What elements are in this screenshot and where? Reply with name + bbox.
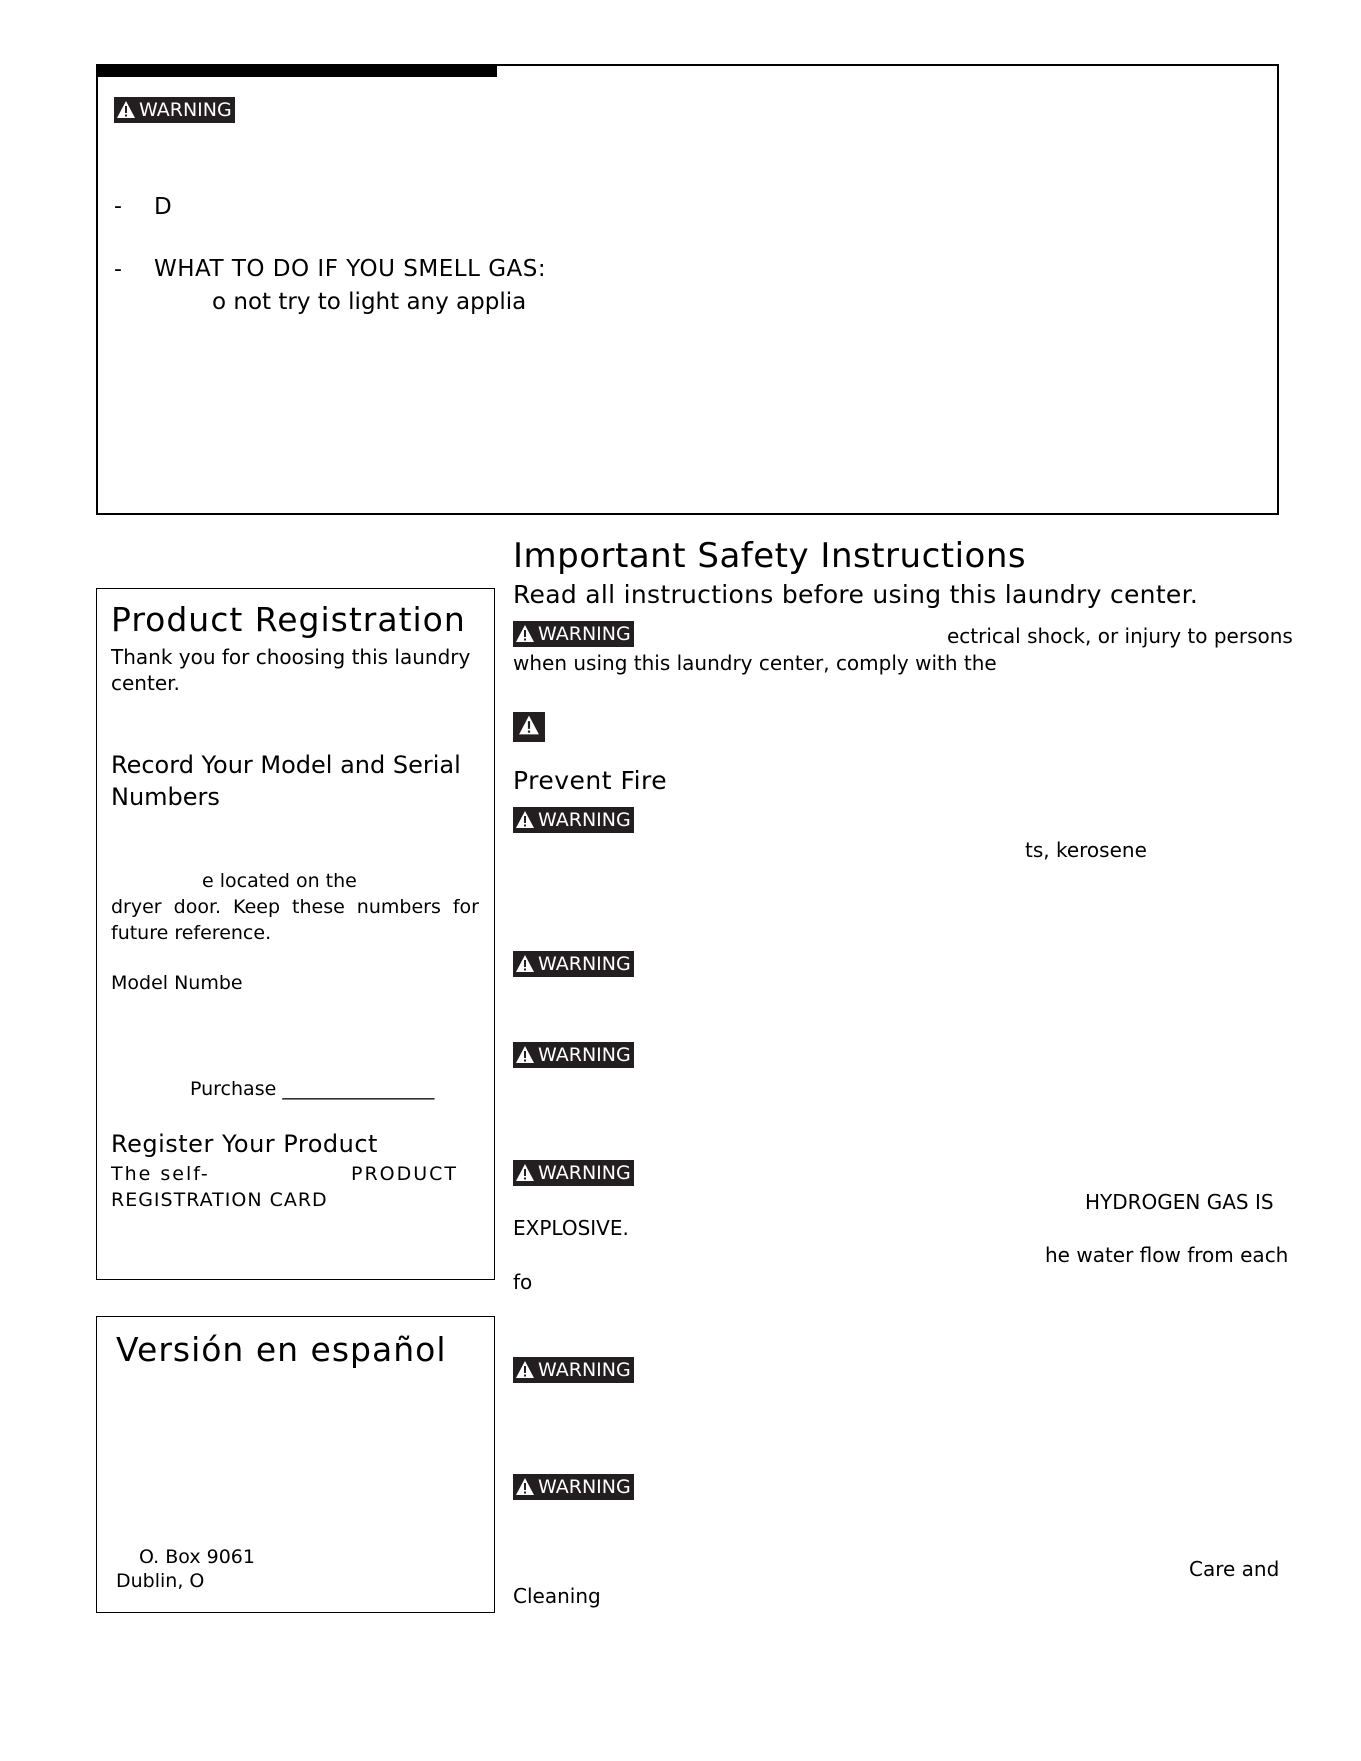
warning-triangle-icon [515,1477,535,1496]
water-flow-text-2: fo [513,1270,533,1294]
top-warning-smell-gas: WHAT TO DO IF YOU SMELL GAS: [154,256,547,282]
fire-warning-badge-5: WARNING [513,1357,634,1383]
top-warning-line3: o not try to light any applia [212,289,527,315]
spanish-address-2: Dublin, O [116,1570,205,1592]
safety-intro-2: when using this laundry center, comply with the [513,651,997,675]
safety-warning-badge: WARNING [513,621,634,647]
prevent-fire-heading: Prevent Fire [513,766,668,795]
safety-alert-symbol [513,712,545,742]
explosive-text: EXPLOSIVE. [513,1216,629,1240]
warning-triangle-icon [515,954,535,973]
top-warning-bar [96,64,497,77]
warning-triangle-icon [515,810,535,829]
top-warning-line1: D [154,194,172,220]
product-registration-title: Product Registration [111,600,466,639]
water-flow-text: he water flow from each [1045,1243,1289,1267]
fire-warning-badge-2: WARNING [513,951,634,977]
hydrogen-gas-text: HYDROGEN GAS IS [1085,1190,1274,1214]
register-text-1b: PRODUCT [351,1163,459,1185]
warning-triangle-icon [116,100,136,119]
fire-warning-badge-1: WARNING [513,807,634,833]
top-warning-badge: WARNING [114,97,235,123]
register-text-1: The self- [111,1163,210,1185]
warning-triangle-icon [515,1045,535,1064]
bullet-dash: - [114,194,122,219]
model-number-label: Model Numbe [111,972,243,994]
safety-intro-1: ectrical shock, or injury to persons [947,624,1293,648]
warning-triangle-icon [515,1360,535,1379]
register-product-title: Register Your Product [111,1130,378,1158]
thanks-text-1: Thank you for choosing this laundry [111,645,471,669]
fire-warning-badge-4: WARNING [513,1160,634,1186]
record-title-1: Record Your Model and Serial [111,751,461,779]
spanish-address-1: O. Box 9061 [139,1546,255,1568]
warning-triangle-icon [515,624,535,643]
care-and-text: Care and [1189,1557,1280,1581]
fire-warning-badge-3: WARNING [513,1042,634,1068]
thanks-text-2: center. [111,671,180,695]
register-text-2: REGISTRATION CARD [111,1189,328,1211]
safety-title: Important Safety Instructions [513,536,1027,576]
warning-triangle-icon [515,1163,535,1182]
warning-triangle-icon [518,714,540,736]
located-text-3: future reference. [111,922,272,944]
located-text-1: e located on the [202,870,357,892]
spanish-version-title: Versión en español [116,1330,447,1369]
fire-warning-1-text: ts, kerosene [1025,838,1147,862]
bullet-dash: - [114,257,122,282]
located-text-2: dryer door. Keep these numbers for [111,896,479,918]
purchase-label: Purchase ________________ [190,1078,435,1100]
safety-subtitle: Read all instructions before using this laundry center. [513,580,1199,609]
cleaning-text: Cleaning [513,1584,601,1608]
record-title-2: Numbers [111,783,220,811]
fire-warning-badge-6: WARNING [513,1474,634,1500]
